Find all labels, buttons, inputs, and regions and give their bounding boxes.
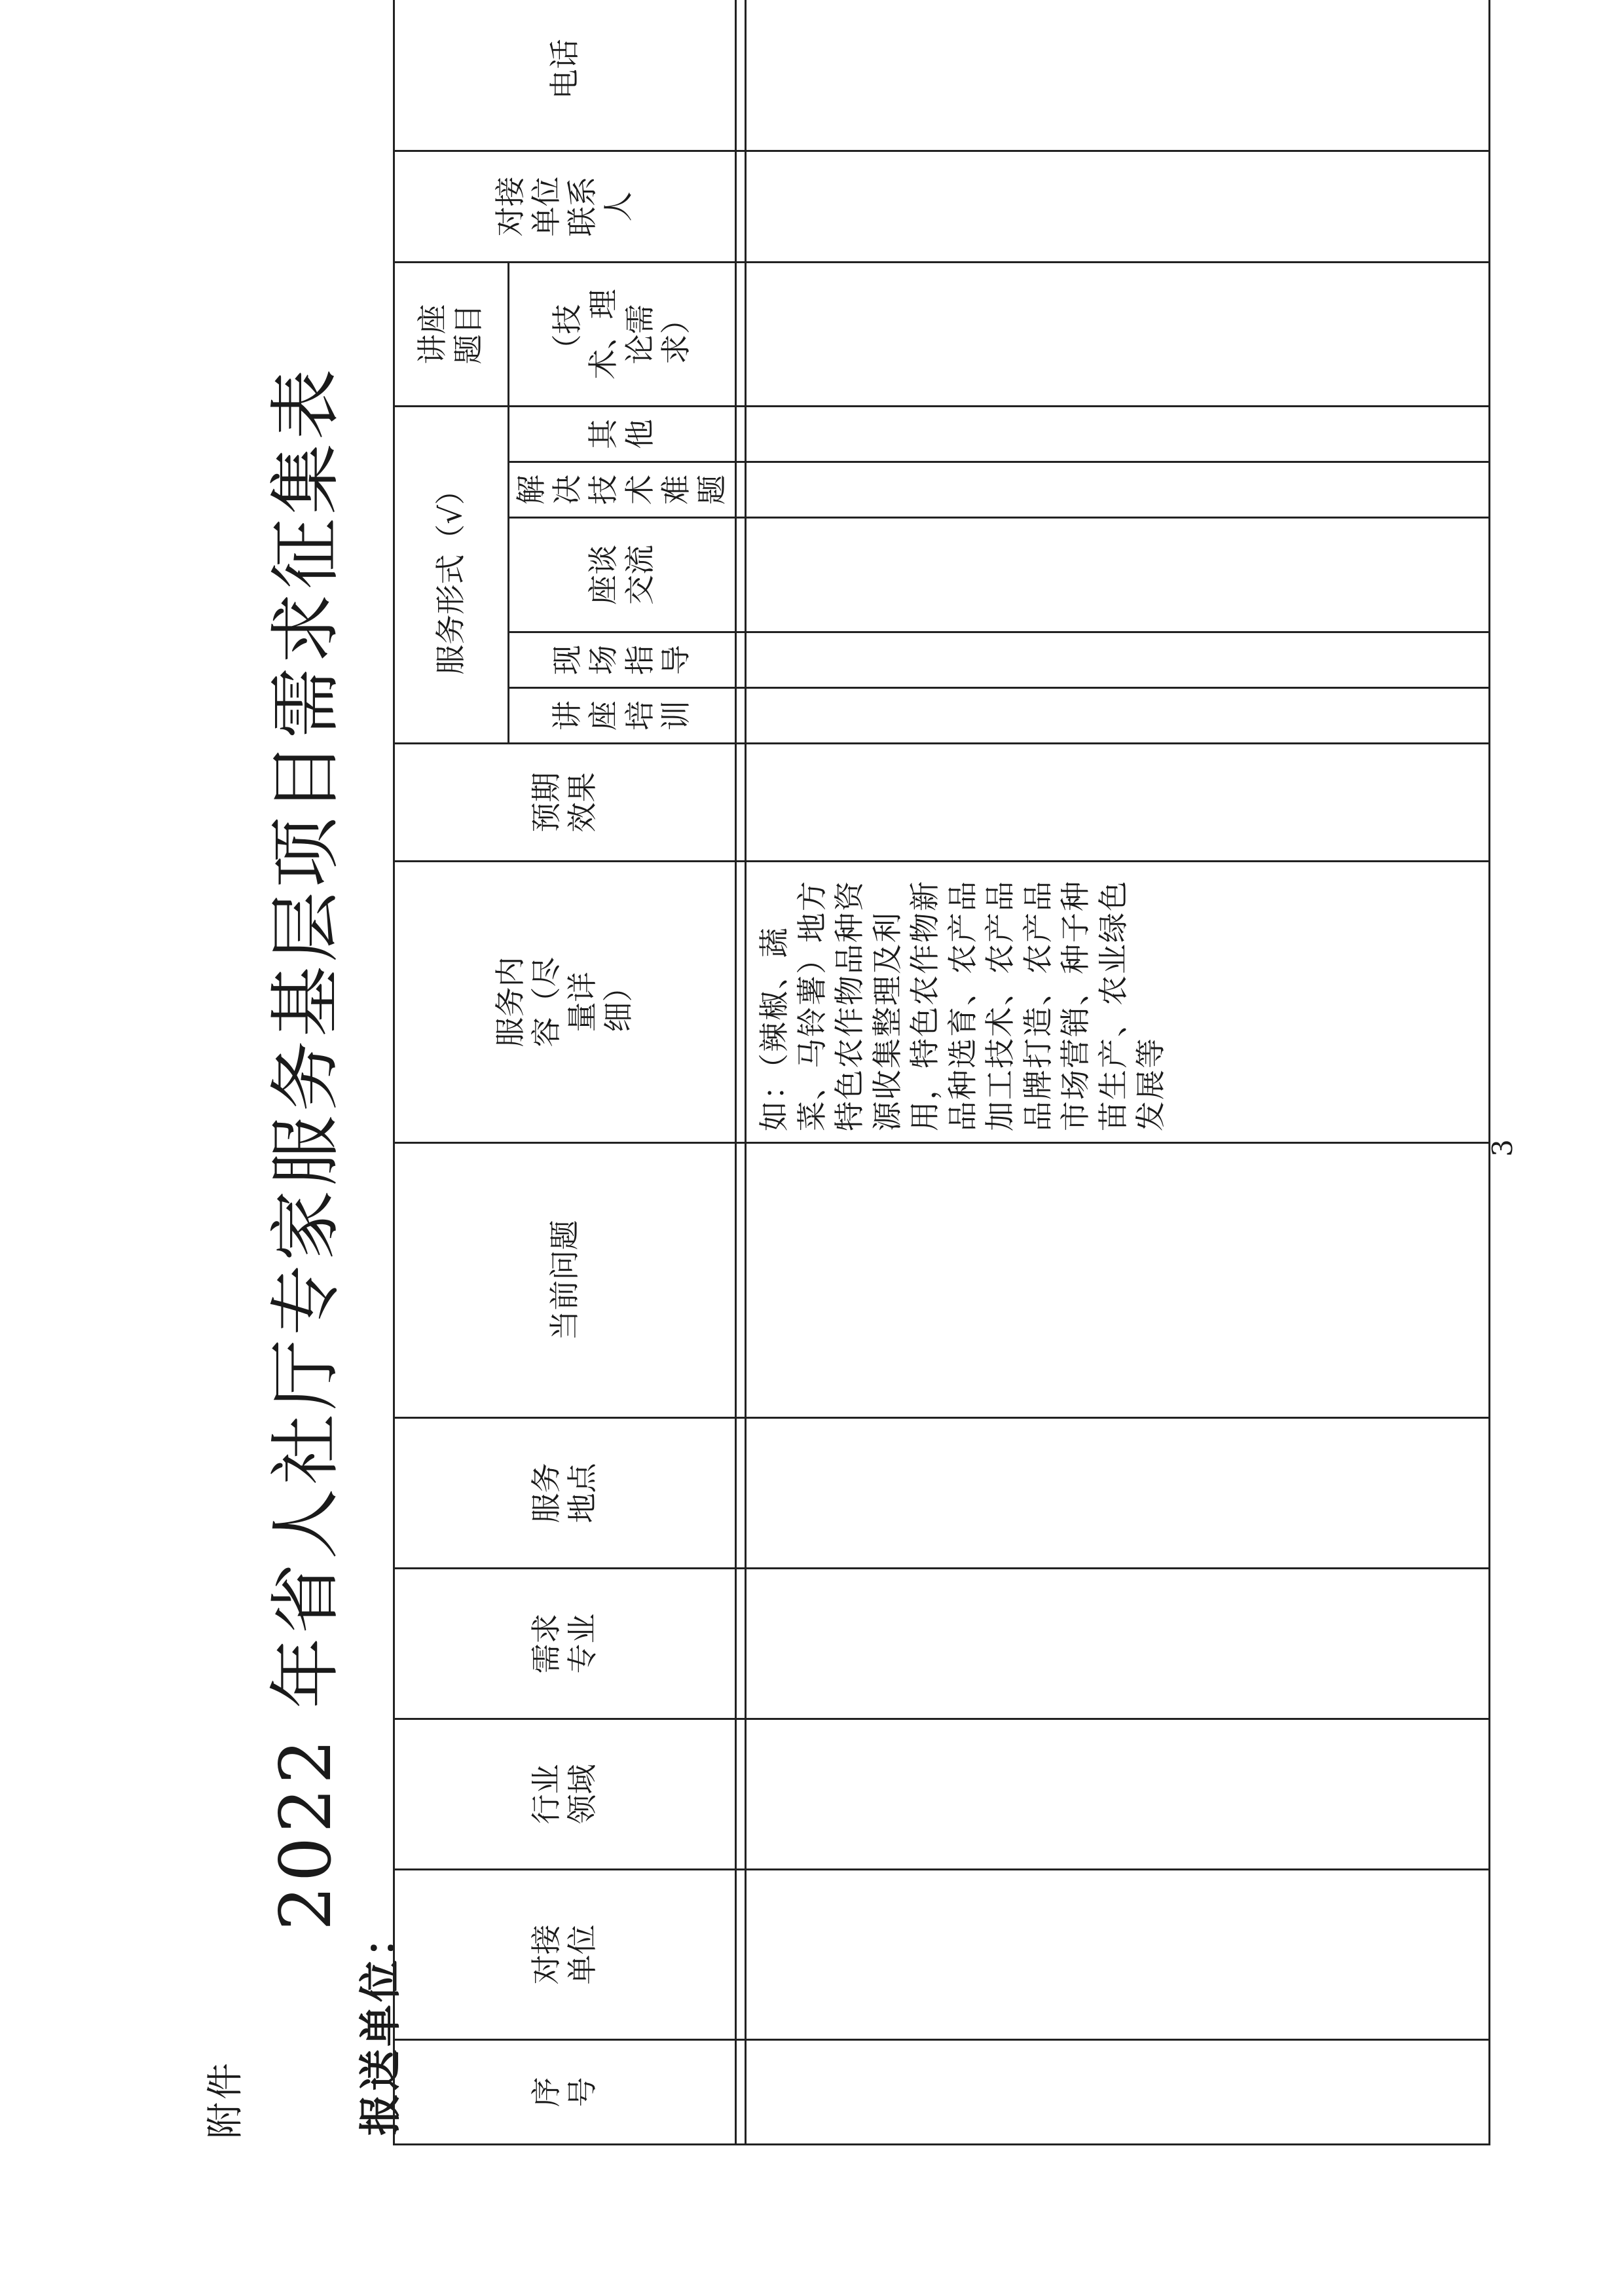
header-content: 服务内容（尽量详细） (394, 862, 736, 1143)
form-title: 2022 年省人社厅专家服务基层项目需求征集表 (265, 365, 347, 1931)
header-service-form: 服务形式（√） (394, 406, 509, 743)
cell-effect[interactable] (746, 744, 1490, 862)
header-other: 其他 (509, 406, 736, 462)
header-seminar: 座谈交流 (509, 518, 736, 632)
cell-lecture-training[interactable] (746, 688, 1490, 744)
header-tech-problem: 解决技术难题 (509, 462, 736, 518)
cell-contact-person[interactable] (746, 151, 1490, 262)
cell-content-sample[interactable]: 如：（辣椒、蔬菜、马铃薯）地方特色农作物品种资源收集整理及利用，特色农作物新品种选育、农产品加工技术、农产品品牌打造、农产品市场营销、种子种苗生产、农业绿色发展等 (746, 862, 1490, 1143)
cell-problem[interactable] (746, 1143, 1490, 1418)
cell-tech-problem[interactable] (746, 462, 1490, 518)
header-location: 服务地点 (394, 1418, 736, 1569)
cell-location[interactable] (746, 1418, 1490, 1569)
header-major: 需求专业 (394, 1569, 736, 1719)
demand-table (393, 0, 1490, 2145)
cell-other[interactable] (746, 406, 1490, 462)
header-lecture-topic: 讲座题目 (394, 262, 509, 406)
report-unit-label: 报送单位： (356, 1913, 405, 2136)
header-seq: 序号 (394, 2040, 736, 2145)
cell-unit[interactable] (746, 1870, 1490, 2040)
attachment-label: 附件 (204, 2060, 247, 2139)
header-problem: 当前问题 (394, 1143, 736, 1418)
cell-industry[interactable] (746, 1719, 1490, 1870)
header-unit: 对接单位 (394, 1870, 736, 2040)
header-industry: 行业领域 (394, 1719, 736, 1870)
cell-seminar[interactable] (746, 518, 1490, 632)
data-row (746, 0, 1490, 2145)
header-lecture-topic-sub: （技术、理论需求） (509, 262, 736, 406)
cell-lecture-topic[interactable] (746, 262, 1490, 406)
header-effect: 预期效果 (394, 744, 736, 862)
cell-phone[interactable] (746, 0, 1490, 151)
cell-field-guidance[interactable] (746, 632, 1490, 688)
cell-major[interactable] (746, 1569, 1490, 1719)
header-phone: 电话 (394, 0, 736, 151)
page-number: 3 (1486, 1139, 1519, 1157)
cell-seq[interactable] (746, 2040, 1490, 2145)
header-contact-person: 对接单位联系人 (394, 151, 736, 262)
header-field-guidance: 现场指导 (509, 632, 736, 688)
header-row-1 (394, 0, 509, 2145)
header-lecture-training: 讲座培训 (509, 688, 736, 744)
separator-row (736, 0, 746, 2145)
